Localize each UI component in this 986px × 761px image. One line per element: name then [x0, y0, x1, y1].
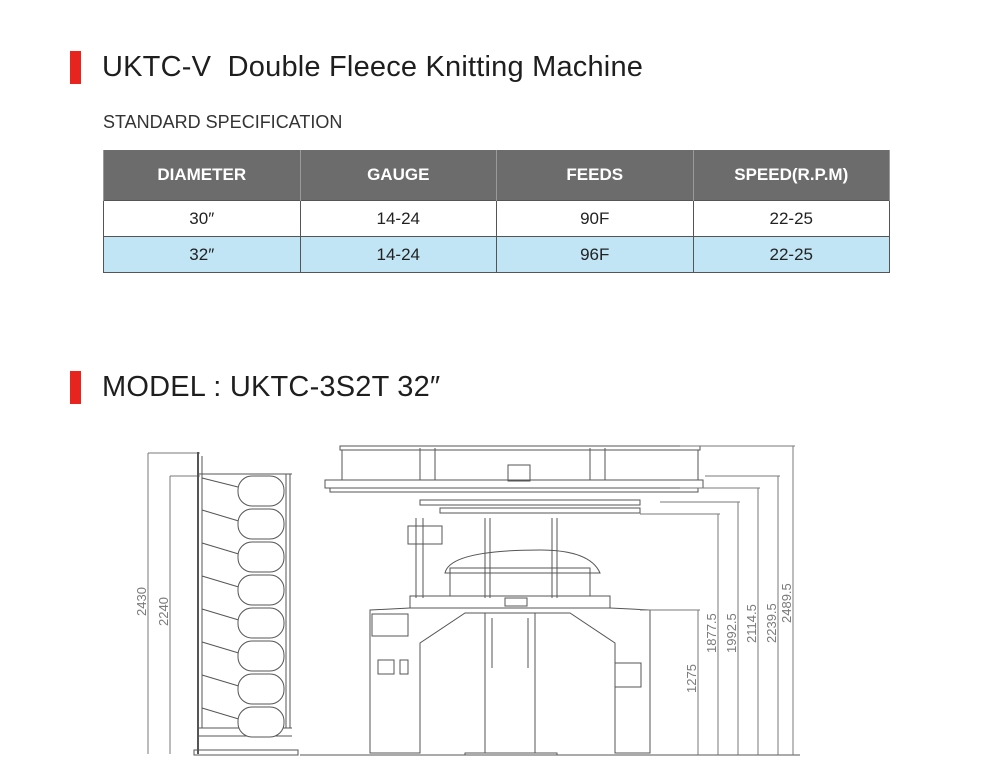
cell-feeds: 96F [497, 237, 694, 273]
header-feeds: FEEDS [497, 150, 694, 201]
fabric-rolls [238, 476, 284, 737]
spec-table [103, 150, 890, 273]
header-diameter: DIAMETER [104, 150, 301, 201]
spec-subtitle: STANDARD SPECIFICATION [103, 112, 343, 132]
header-gauge: GAUGE [300, 150, 497, 201]
title-accent-bar [70, 51, 81, 84]
table-header-row [104, 150, 890, 201]
cell-diameter: 32″ [104, 237, 301, 273]
machine-drawing [120, 438, 820, 758]
front-dim-2114-5: 2114.5 [744, 604, 759, 643]
front-dim-1275: 1275 [684, 664, 699, 693]
table-row [104, 201, 890, 237]
page-title: UKTC-V Double Fleece Knitting Machine [102, 51, 644, 83]
model-title: MODEL : UKTC-3S2T 32″ [102, 371, 441, 403]
section-title-spec [70, 51, 643, 84]
cell-feeds: 90F [497, 201, 694, 237]
side-dim-2240: 2240 [156, 597, 171, 626]
cell-gauge: 14-24 [300, 237, 497, 273]
front-dim-2239-5: 2239.5 [764, 603, 779, 643]
front-dim-1877-5: 1877.5 [704, 613, 719, 653]
side-dim-2430: 2430 [134, 587, 149, 616]
front-dim-2489-5: 2489.5 [779, 583, 794, 623]
title-accent-bar [70, 371, 81, 404]
front-view-machine [300, 446, 800, 755]
header-speed: SPEED(R.P.M) [693, 150, 890, 201]
cell-speed: 22-25 [693, 201, 890, 237]
cell-speed: 22-25 [693, 237, 890, 273]
section-title-model [70, 371, 440, 404]
table-row [104, 237, 890, 273]
cell-gauge: 14-24 [300, 201, 497, 237]
front-dim-1992-5: 1992.5 [724, 613, 739, 653]
cell-diameter: 30″ [104, 201, 301, 237]
